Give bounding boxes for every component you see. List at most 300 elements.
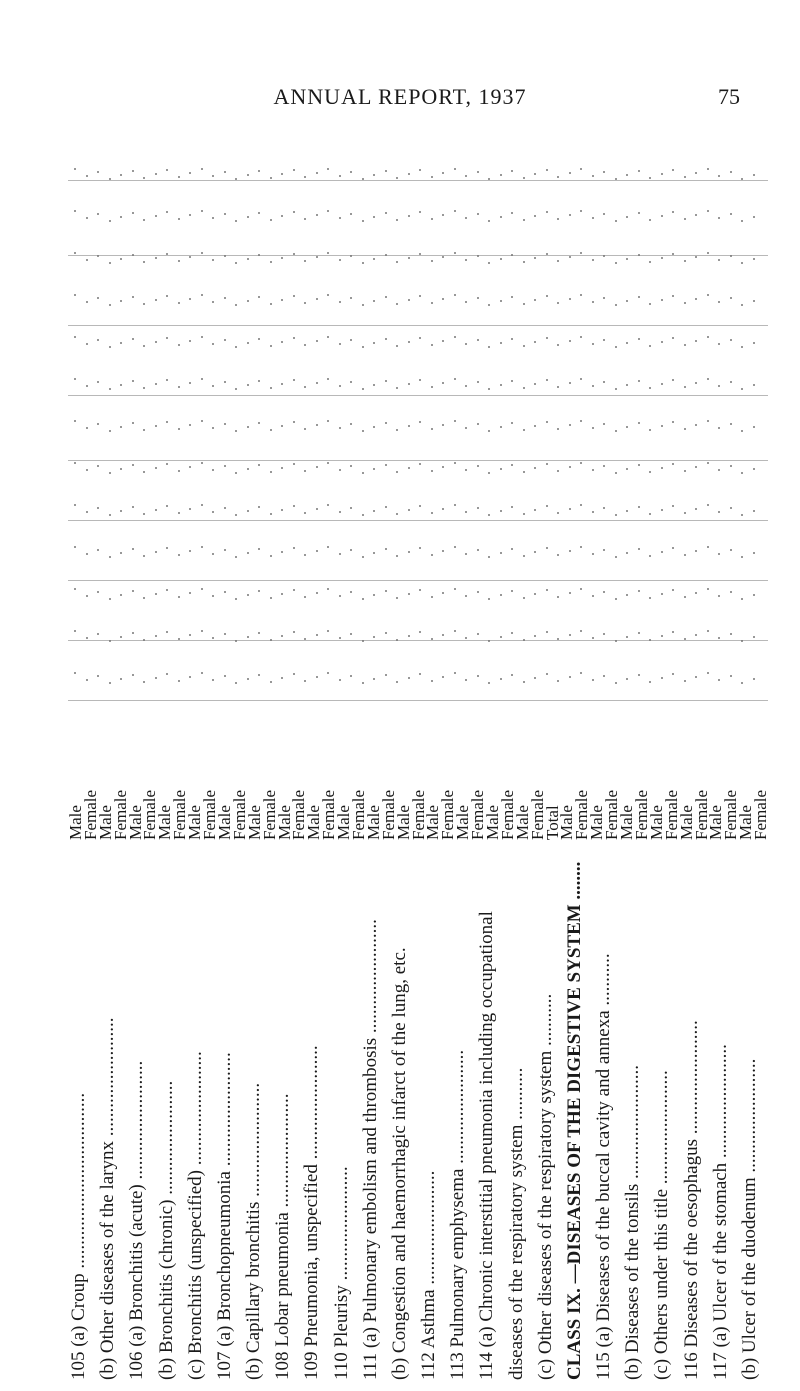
leader-dot — [97, 549, 99, 551]
leader-dot — [511, 254, 513, 256]
leader-dot — [638, 464, 640, 466]
sex-label: Female — [170, 789, 190, 840]
leader-dot — [580, 672, 582, 674]
leader-dot — [488, 178, 490, 180]
leader-dot — [707, 672, 709, 674]
leader-dot — [97, 297, 99, 299]
leader-dot — [281, 215, 283, 217]
leader-dot — [592, 385, 594, 387]
leader-dot — [442, 424, 444, 426]
leader-dot — [557, 386, 559, 388]
leader-dot — [546, 253, 548, 255]
leader-dot — [603, 171, 605, 173]
leader-dot — [557, 260, 559, 262]
leader-dot — [408, 593, 410, 595]
leader-dot — [258, 170, 260, 172]
leader-dot — [695, 592, 697, 594]
leader-dot — [155, 173, 157, 175]
leader-dot — [189, 634, 191, 636]
leader-dot — [465, 175, 467, 177]
leader-dot — [109, 346, 111, 348]
leader-dot — [442, 256, 444, 258]
row-label: 117 (a) Ulcer of the stomach ........................ — [709, 1044, 731, 1380]
leader-dot — [74, 252, 76, 254]
leader-dot — [385, 338, 387, 340]
leader-dot — [258, 506, 260, 508]
leader-dot — [350, 297, 352, 299]
sex-label: Male — [736, 805, 756, 840]
leader-dot — [707, 588, 709, 590]
leader-dot — [293, 211, 295, 213]
leader-dot — [212, 343, 214, 345]
leader-dot — [753, 510, 755, 512]
leader-dot — [120, 342, 122, 344]
sex-label: Male — [274, 805, 294, 840]
leader-dot — [201, 630, 203, 632]
leader-dot — [258, 212, 260, 214]
sex-label: Male — [557, 805, 577, 840]
leader-dot — [707, 294, 709, 296]
leader-dot — [109, 640, 111, 642]
leader-dot — [580, 294, 582, 296]
leader-dot — [373, 552, 375, 554]
leader-dot — [741, 388, 743, 390]
mortality-table — [66, 160, 771, 1380]
leader-dot — [615, 178, 617, 180]
leader-dot — [649, 513, 651, 515]
row-label: 113 Pulmonary emphysema ........................ — [447, 1049, 469, 1380]
row-label: (c) Bronchitis (unspecified) ........................ — [184, 1051, 206, 1380]
leader-dot — [224, 297, 226, 299]
leader-dot — [304, 176, 306, 178]
leader-dot — [373, 678, 375, 680]
leader-dot — [419, 169, 421, 171]
leader-dot — [661, 341, 663, 343]
leader-dot — [109, 472, 111, 474]
leader-dot — [97, 255, 99, 257]
leader-dot — [74, 588, 76, 590]
leader-dot — [638, 632, 640, 634]
leader-dot — [316, 676, 318, 678]
leader-dot — [293, 337, 295, 339]
leader-dot — [511, 590, 513, 592]
leader-dot — [753, 300, 755, 302]
leader-dot — [511, 422, 513, 424]
leader-dot — [166, 673, 168, 675]
row-label: 114 (a) Chronic interstitial pneumonia including occupational — [476, 911, 498, 1380]
leader-dot — [649, 345, 651, 347]
leader-dot — [385, 464, 387, 466]
leader-dot — [672, 505, 674, 507]
leader-dot — [753, 468, 755, 470]
leader-dot — [753, 678, 755, 680]
leader-dot — [270, 177, 272, 179]
leader-dot — [592, 469, 594, 471]
leader-dot — [419, 589, 421, 591]
leader-dot — [293, 169, 295, 171]
leader-dot — [649, 219, 651, 221]
leader-dot — [523, 513, 525, 515]
row-label: (b) Diseases of the tonsils ........................ — [622, 1064, 644, 1380]
leader-dot — [580, 252, 582, 254]
leader-dot — [580, 588, 582, 590]
leader-dot — [281, 425, 283, 427]
row-label: 109 Pneumonia, unspecified ........................ — [301, 1045, 323, 1380]
leader-dot — [615, 682, 617, 684]
sex-label: Male — [423, 805, 443, 840]
leader-dot — [730, 423, 732, 425]
leader-dot — [178, 596, 180, 598]
leader-dot — [431, 680, 433, 682]
leader-dot — [166, 253, 168, 255]
leader-dot — [109, 682, 111, 684]
leader-dot — [477, 255, 479, 257]
table-rule — [68, 580, 768, 581]
leader-dot — [534, 551, 536, 553]
leader-dot — [178, 386, 180, 388]
leader-dot — [477, 549, 479, 551]
leader-dot — [603, 339, 605, 341]
leader-dot — [431, 218, 433, 220]
leader-dot — [477, 213, 479, 215]
leader-dot — [569, 592, 571, 594]
leader-dot — [684, 344, 686, 346]
leader-dot — [707, 504, 709, 506]
leader-dot — [546, 631, 548, 633]
leader-dot — [477, 675, 479, 677]
leader-dot — [500, 174, 502, 176]
leader-dot — [500, 342, 502, 344]
leader-dot — [97, 633, 99, 635]
leader-dot — [465, 343, 467, 345]
leader-dot — [247, 510, 249, 512]
leader-dot — [615, 598, 617, 600]
leader-dot — [730, 339, 732, 341]
leader-dot — [465, 301, 467, 303]
leader-dot — [695, 508, 697, 510]
leader-dot — [97, 339, 99, 341]
leader-dot — [431, 428, 433, 430]
leader-dot — [235, 640, 237, 642]
leader-dot — [488, 598, 490, 600]
leader-dot — [626, 594, 628, 596]
leader-dot — [408, 635, 410, 637]
leader-dot — [178, 470, 180, 472]
leader-dot — [120, 510, 122, 512]
leader-dot — [74, 546, 76, 548]
leader-dot — [523, 681, 525, 683]
leader-dot — [74, 630, 76, 632]
leader-dot — [304, 218, 306, 220]
leader-dot — [718, 679, 720, 681]
leader-dot — [592, 679, 594, 681]
leader-dot — [603, 675, 605, 677]
leader-dot — [293, 253, 295, 255]
leader-dot — [592, 175, 594, 177]
leader-dot — [431, 344, 433, 346]
leader-dot — [592, 427, 594, 429]
leader-dot — [557, 428, 559, 430]
leader-dot — [293, 379, 295, 381]
leader-dot — [270, 303, 272, 305]
leader-dot — [534, 509, 536, 511]
leader-dot — [431, 638, 433, 640]
leader-dot — [224, 381, 226, 383]
leader-dot — [408, 173, 410, 175]
leader-dot — [362, 514, 364, 516]
row-label: diseases of the respiratory system ........... — [505, 1067, 527, 1380]
leader-dot — [385, 170, 387, 172]
leader-dot — [339, 469, 341, 471]
leader-dot — [304, 596, 306, 598]
leader-dot — [477, 381, 479, 383]
table-rule — [68, 255, 768, 256]
leader-dot — [488, 556, 490, 558]
leader-dot — [97, 423, 99, 425]
leader-dot — [672, 421, 674, 423]
leader-dot — [546, 295, 548, 297]
sex-label: Male — [95, 805, 115, 840]
sex-label: Male — [185, 805, 205, 840]
leader-dot — [235, 304, 237, 306]
leader-dot — [753, 342, 755, 344]
leader-dot — [603, 465, 605, 467]
leader-dot — [661, 215, 663, 217]
row-label: 112 Asthma ........................ — [418, 1170, 439, 1380]
leader-dot — [684, 302, 686, 304]
leader-dot — [166, 337, 168, 339]
leader-dot — [431, 302, 433, 304]
leader-dot — [327, 630, 329, 632]
leader-dot — [362, 430, 364, 432]
leader-dot — [224, 255, 226, 257]
leader-dot — [718, 637, 720, 639]
leader-dot — [224, 591, 226, 593]
leader-dot — [327, 294, 329, 296]
sex-label: Female — [140, 789, 160, 840]
leader-dot — [603, 549, 605, 551]
leader-dot — [281, 677, 283, 679]
leader-dot — [661, 257, 663, 259]
leader-dot — [74, 672, 76, 674]
leader-dot — [454, 588, 456, 590]
leader-dot — [465, 553, 467, 555]
leader-dot — [707, 336, 709, 338]
leader-dot — [235, 556, 237, 558]
leader-dot — [143, 429, 145, 431]
leader-dot — [615, 388, 617, 390]
leader-dot — [649, 555, 651, 557]
sex-label: Female — [438, 789, 458, 840]
leader-dot — [500, 510, 502, 512]
leader-dot — [132, 506, 134, 508]
leader-dot — [557, 344, 559, 346]
leader-dot — [258, 380, 260, 382]
leader-dot — [350, 171, 352, 173]
leader-dot — [316, 508, 318, 510]
leader-dot — [615, 514, 617, 516]
leader-dot — [350, 633, 352, 635]
row-label: 106 (a) Bronchitis (acute) ......................... — [126, 1060, 148, 1380]
leader-dot — [730, 297, 732, 299]
leader-dot — [718, 175, 720, 177]
sex-label: Male — [646, 805, 666, 840]
leader-dot — [753, 384, 755, 386]
leader-dot — [178, 554, 180, 556]
page-number: 75 — [718, 84, 740, 109]
leader-dot — [350, 549, 352, 551]
leader-dot — [293, 295, 295, 297]
leader-dot — [592, 259, 594, 261]
leader-dot — [189, 466, 191, 468]
row-label: 108 Lobar pneumonia ........................ — [272, 1093, 294, 1380]
leader-dot — [534, 341, 536, 343]
table-rule — [68, 520, 768, 521]
leader-dot — [155, 551, 157, 553]
leader-dot — [189, 256, 191, 258]
leader-dot — [592, 301, 594, 303]
leader-dot — [143, 387, 145, 389]
row-label: 105 (a) Croup ..................................... — [68, 1092, 89, 1380]
leader-dot — [270, 555, 272, 557]
leader-dot — [132, 674, 134, 676]
leader-dot — [534, 173, 536, 175]
leader-dot — [580, 630, 582, 632]
leader-dot — [235, 346, 237, 348]
leader-dot — [477, 465, 479, 467]
leader-dot — [235, 598, 237, 600]
leader-dot — [718, 427, 720, 429]
leader-dot — [201, 546, 203, 548]
leader-dot — [132, 254, 134, 256]
leader-dot — [488, 262, 490, 264]
leader-dot — [270, 387, 272, 389]
leader-dot — [166, 547, 168, 549]
leader-dot — [615, 430, 617, 432]
leader-dot — [569, 256, 571, 258]
sex-label: Male — [363, 805, 383, 840]
leader-dot — [109, 556, 111, 558]
leader-dot — [695, 466, 697, 468]
leader-dot — [178, 302, 180, 304]
leader-dot — [649, 471, 651, 473]
leader-dot — [281, 341, 283, 343]
leader-dot — [603, 507, 605, 509]
leader-dot — [339, 217, 341, 219]
leader-dot — [638, 674, 640, 676]
leader-dot — [442, 382, 444, 384]
leader-dot — [362, 640, 364, 642]
sex-label: Female — [572, 789, 592, 840]
leader-dot — [580, 210, 582, 212]
leader-dot — [454, 168, 456, 170]
leader-dot — [155, 635, 157, 637]
sex-label: Female — [602, 789, 622, 840]
leader-dot — [500, 384, 502, 386]
leader-dot — [178, 428, 180, 430]
leader-dot — [454, 252, 456, 254]
leader-dot — [120, 216, 122, 218]
leader-dot — [511, 674, 513, 676]
leader-dot — [166, 631, 168, 633]
leader-dot — [189, 340, 191, 342]
leader-dot — [753, 594, 755, 596]
leader-dot — [523, 639, 525, 641]
leader-dot — [695, 214, 697, 216]
leader-dot — [557, 680, 559, 682]
leader-dot — [212, 595, 214, 597]
leader-dot — [327, 546, 329, 548]
table-rule — [68, 460, 768, 461]
leader-dot — [212, 511, 214, 513]
leader-dot — [178, 680, 180, 682]
leader-dot — [695, 340, 697, 342]
leader-dot — [120, 384, 122, 386]
leader-dot — [741, 346, 743, 348]
leader-dot — [201, 504, 203, 506]
leader-dot — [201, 252, 203, 254]
leader-dot — [615, 346, 617, 348]
leader-dot — [178, 638, 180, 640]
leader-dot — [362, 346, 364, 348]
sex-label: Female — [348, 789, 368, 840]
sex-label: Female — [691, 789, 711, 840]
row-label: (b) Bronchitis (chronic) ........................ — [155, 1080, 177, 1380]
leader-dot — [431, 554, 433, 556]
leader-dot — [465, 637, 467, 639]
leader-dot — [707, 378, 709, 380]
leader-dot — [592, 343, 594, 345]
leader-dot — [511, 506, 513, 508]
leader-dot — [143, 639, 145, 641]
leader-dot — [488, 220, 490, 222]
leader-dot — [304, 386, 306, 388]
leader-dot — [373, 300, 375, 302]
row-label: 107 (a) Bronchopneumonia ........................ — [213, 1052, 235, 1380]
leader-dot — [523, 303, 525, 305]
leader-dot — [97, 171, 99, 173]
leader-dot — [730, 213, 732, 215]
leader-dot — [86, 385, 88, 387]
leader-dot — [97, 381, 99, 383]
leader-dot — [454, 504, 456, 506]
leader-dot — [488, 430, 490, 432]
leader-dot — [201, 336, 203, 338]
leader-dot — [419, 463, 421, 465]
leader-dot — [408, 299, 410, 301]
leader-dot — [304, 344, 306, 346]
leader-dot — [350, 255, 352, 257]
leader-dot — [419, 337, 421, 339]
leader-dot — [350, 213, 352, 215]
leader-dot — [603, 297, 605, 299]
leader-dot — [212, 427, 214, 429]
leader-dot — [224, 171, 226, 173]
leader-dot — [189, 298, 191, 300]
leader-dot — [741, 304, 743, 306]
leader-dot — [649, 303, 651, 305]
leader-dot — [212, 553, 214, 555]
leader-dot — [166, 589, 168, 591]
leader-dot — [419, 505, 421, 507]
leader-dot — [431, 512, 433, 514]
leader-dot — [603, 255, 605, 257]
leader-dot — [511, 464, 513, 466]
leader-dot — [327, 378, 329, 380]
leader-dot — [86, 469, 88, 471]
leader-dot — [327, 252, 329, 254]
leader-dot — [419, 253, 421, 255]
